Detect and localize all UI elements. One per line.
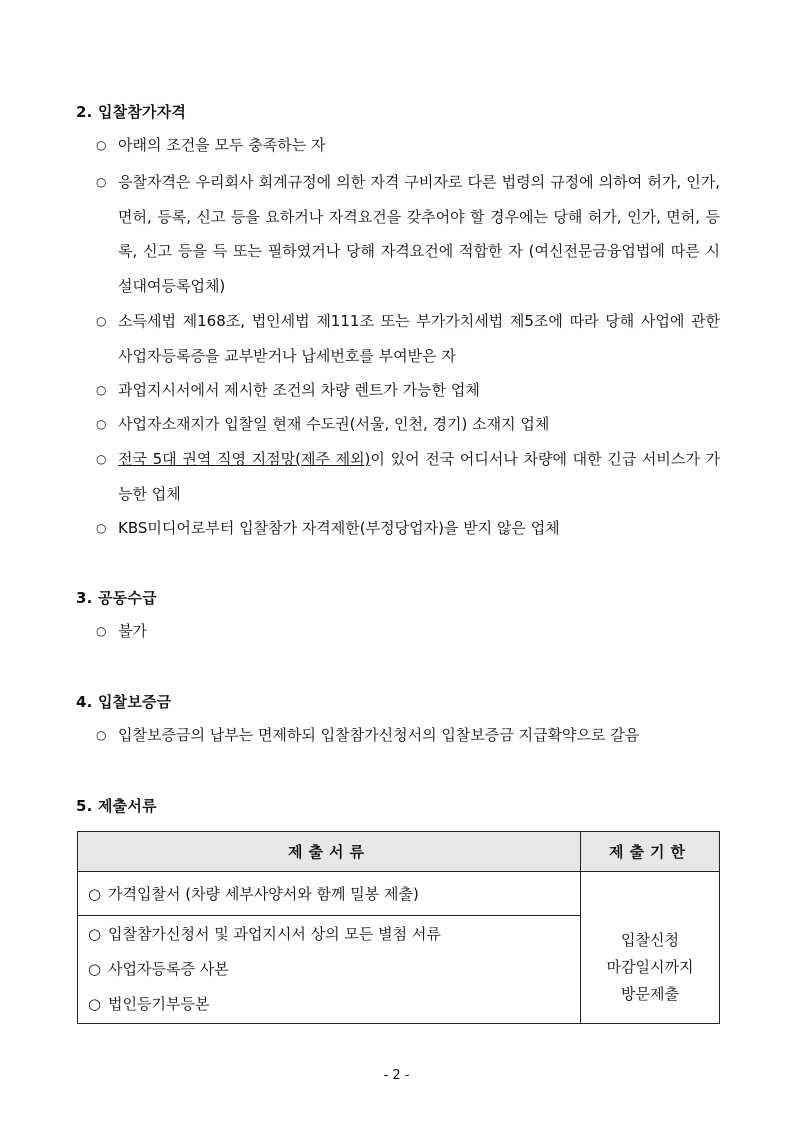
underlined-text: 전국 5대 권역 직영 지점망(제주 제외) xyxy=(118,450,371,468)
list-item xyxy=(96,304,720,373)
list-item-text xyxy=(96,442,720,511)
list-item xyxy=(96,614,720,649)
bullet-circle-icon: ○ xyxy=(96,314,107,328)
bullet-circle-icon: ○ xyxy=(96,624,107,638)
list-item xyxy=(96,511,720,546)
document-item: 가격입찰서 (차량 세부사양서와 함께 밀봉 제출) xyxy=(108,885,419,903)
deadline-line: 입찰신청 xyxy=(621,930,679,949)
document-line xyxy=(88,952,579,987)
section-4-heading: 4. 입찰보증금 xyxy=(76,693,172,711)
circle-icon: ○ xyxy=(88,960,102,978)
list-item-text-rest: 이 있어 전국 어디서나 차량에 대한 긴급 서비스가 가능한 업체 xyxy=(118,450,721,503)
circle-icon: ○ xyxy=(88,925,102,943)
table-cell-price-bid xyxy=(78,872,581,916)
list-item-text: KBS미디어로부터 입찰참가 자격제한(부정당업자)을 받지 않은 업체 xyxy=(118,519,560,537)
document-line xyxy=(88,987,579,1022)
document-item: 입찰참가신청서 및 과업지시서 상의 모든 별첨 서류 xyxy=(108,925,441,943)
document-item: 법인등기부등본 xyxy=(108,995,210,1013)
list-item-text: 과업지시서에서 제시한 조건의 차량 렌트가 가능한 업체 xyxy=(118,381,480,399)
bullet-circle-icon: ○ xyxy=(96,521,107,535)
list-item xyxy=(96,373,720,408)
list-item xyxy=(96,407,720,442)
section-5-heading: 5. 제출서류 xyxy=(76,797,157,815)
document-line xyxy=(88,917,579,952)
table-header-documents: 제출서류 xyxy=(78,832,581,872)
section-3-heading: 3. 공동수급 xyxy=(76,589,157,607)
list-item-text: 소득세법 제168조, 법인세법 제111조 또는 부가가치세법 제5조에 따라 당해 사업에 관한 사업자등록증을 교부받거나 납세번호를 부여받은 자 xyxy=(118,312,720,365)
table-cell-other-documents xyxy=(78,916,581,1024)
circle-icon: ○ xyxy=(88,885,102,903)
list-item-text: 응찰자격은 우리회사 회계규정에 의한 자격 구비자로 다른 법령의 규정에 의하여 허가, 인가, 면허, 등록, 신고 등을 요하거나 자격요건을 갖추어야 할 경우에는 당해 허가, 인가, 면허, 등록, 신고 등을 득 또는 필하였거나 당해 자격요건에 적합한 자 (여신전문금융업법에 따른 시설대여등록업체) xyxy=(118,173,720,295)
list-item-text: 사업자소재지가 입찰일 현재 수도권(서울, 인천, 경기) 소재지 업체 xyxy=(118,415,550,433)
section-2-heading: 2. 입찰참가자격 xyxy=(76,103,187,121)
table-cell-deadline xyxy=(580,872,719,1024)
list-item-text: 아래의 조건을 모두 충족하는 자 xyxy=(118,136,326,154)
circle-icon: ○ xyxy=(88,995,102,1013)
bullet-circle-icon: ○ xyxy=(96,383,107,397)
bullet-circle-icon: ○ xyxy=(96,417,107,431)
bullet-circle-icon: ○ xyxy=(96,138,107,152)
bullet-circle-icon: ○ xyxy=(96,175,107,189)
bullet-circle-icon: ○ xyxy=(96,728,107,742)
list-item xyxy=(96,165,720,303)
list-item-text: 불가 xyxy=(118,622,147,640)
list-item-text: 입찰보증금의 납부는 면제하되 입찰참가신청서의 입찰보증금 지급확약으로 갈음 xyxy=(118,726,640,744)
list-item xyxy=(96,442,720,511)
table-header-deadline: 제출기한 xyxy=(580,832,719,872)
document-item: 사업자등록증 사본 xyxy=(108,960,229,978)
page-number: - 2 - xyxy=(383,1068,410,1083)
list-item xyxy=(96,718,720,753)
deadline-line: 방문제출 xyxy=(621,984,679,1003)
deadline-line: 마감일시까지 xyxy=(606,957,694,976)
list-item xyxy=(96,128,720,163)
documents-table xyxy=(77,831,720,1024)
bullet-circle-icon: ○ xyxy=(96,452,107,466)
